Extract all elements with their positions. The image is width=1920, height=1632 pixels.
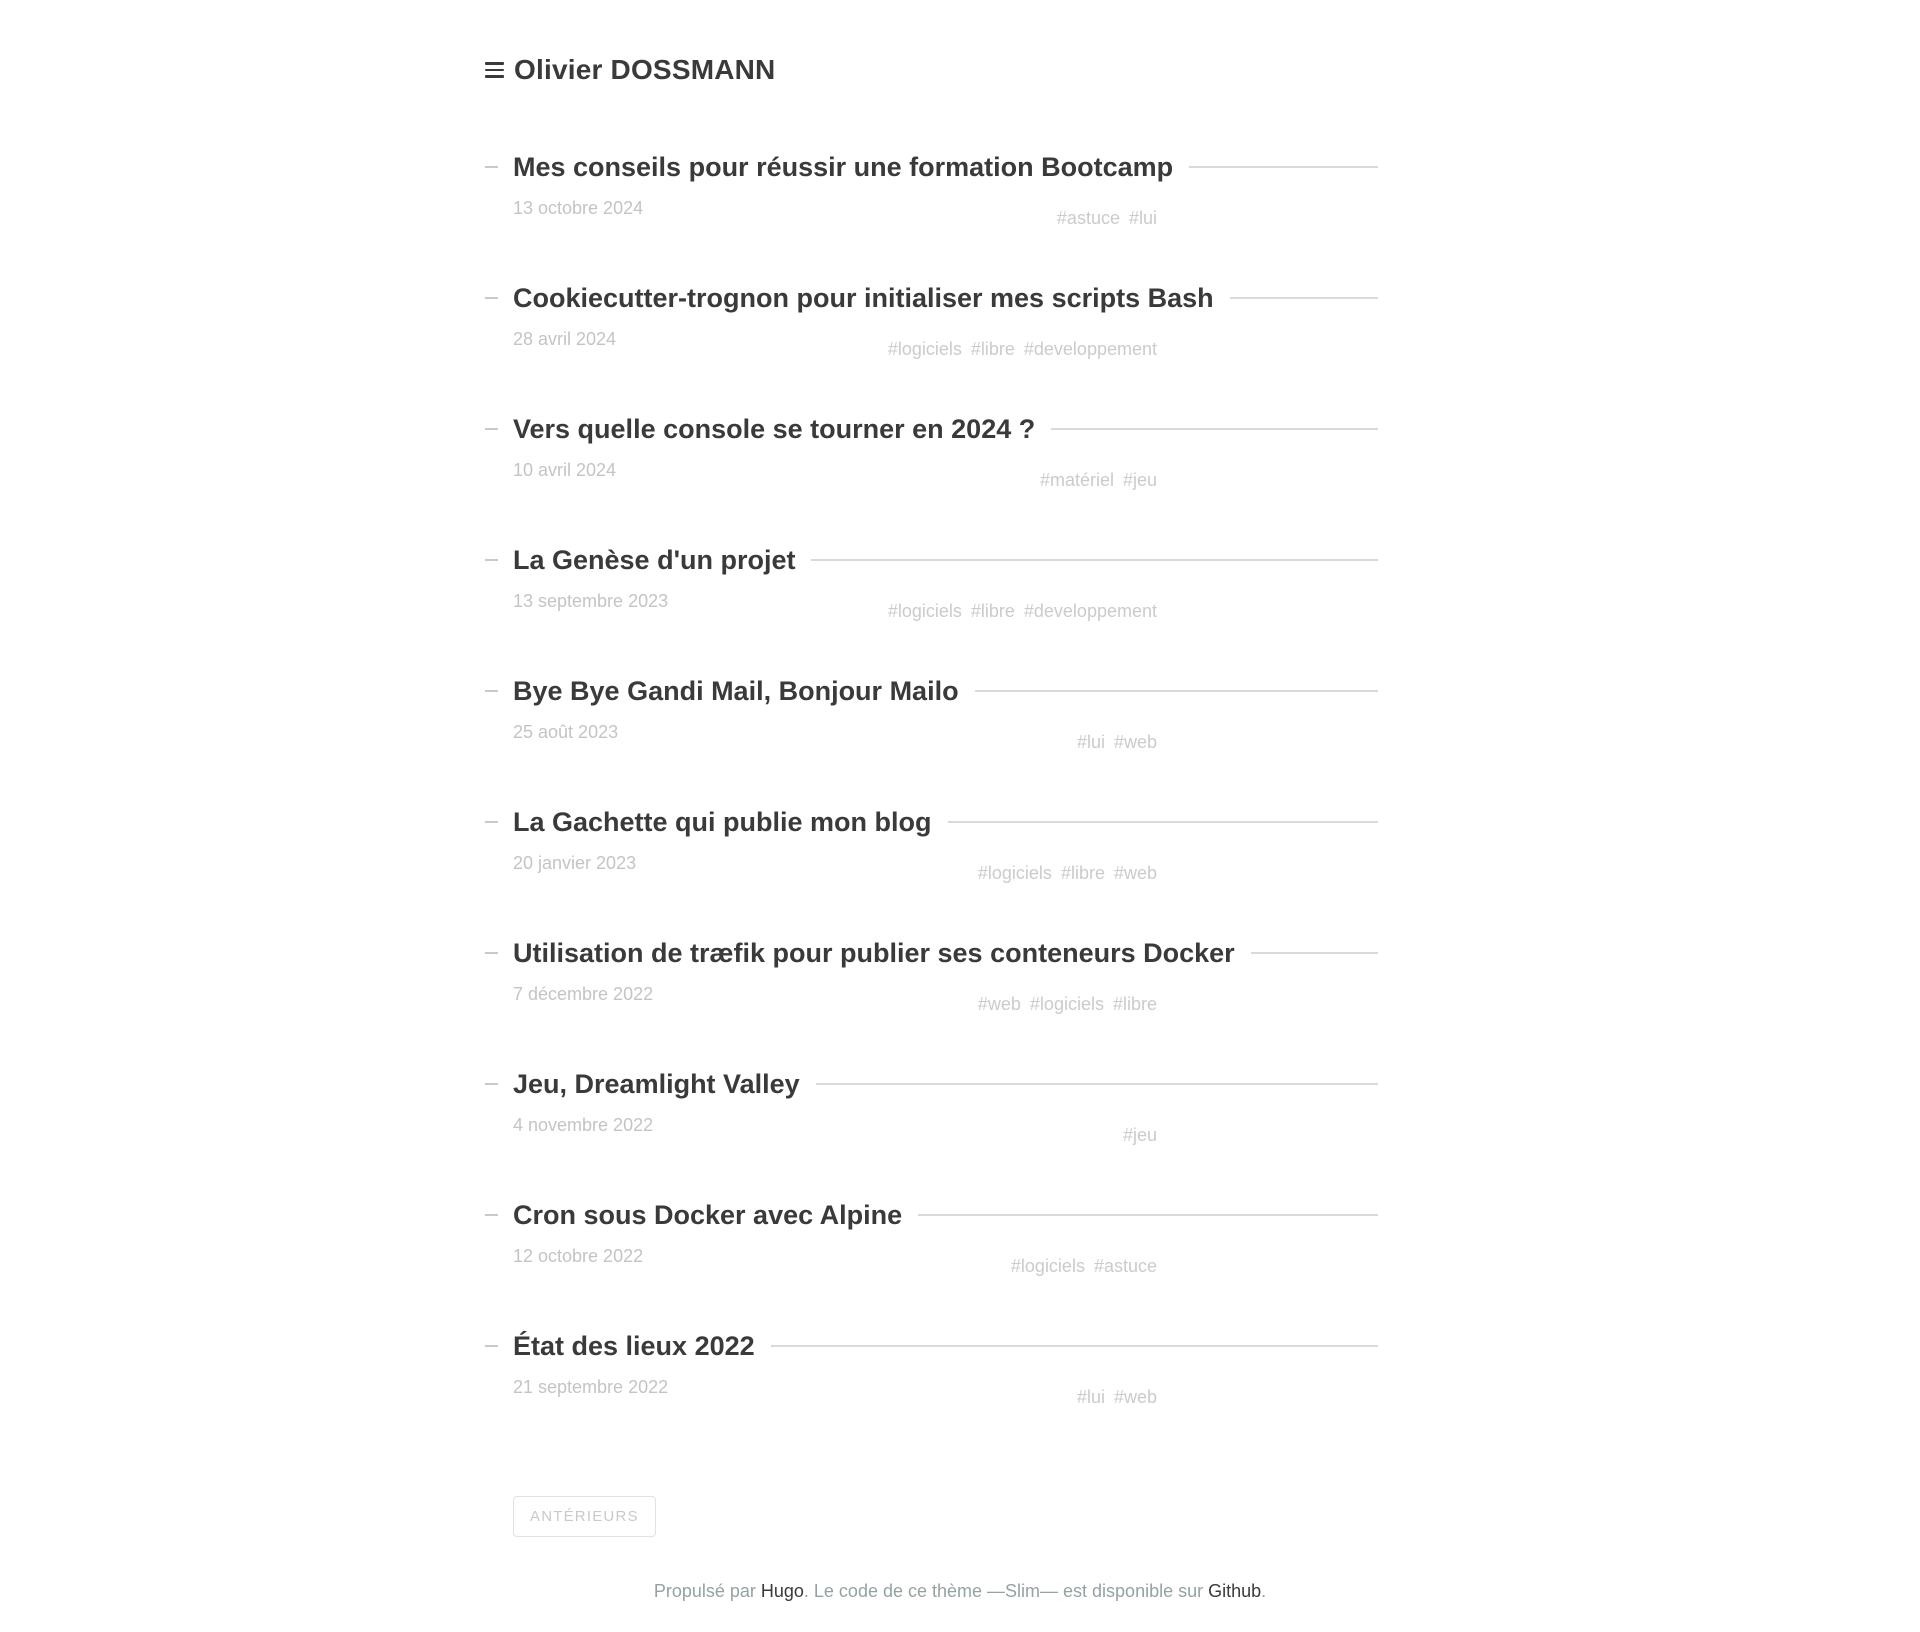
post-tag[interactable]: #libre: [970, 339, 1015, 359]
post-tags: [888, 339, 1157, 360]
post-meta: [485, 198, 1378, 228]
post-meta: [485, 1115, 1378, 1145]
post-title-link[interactable]: Mes conseils pour réussir une formation Bootcamp: [513, 152, 1174, 182]
post-item: [485, 1329, 1378, 1460]
hugo-link[interactable]: Hugo: [760, 1581, 804, 1601]
older-posts-button[interactable]: ANTÉRIEURS: [513, 1496, 656, 1537]
github-link[interactable]: Github: [1208, 1581, 1262, 1601]
post-tag[interactable]: #logiciels: [887, 339, 962, 359]
post-tag[interactable]: #libre: [1112, 994, 1157, 1014]
post-tag[interactable]: #libre: [970, 601, 1015, 621]
post-item: [485, 412, 1378, 543]
post-tags: [978, 994, 1157, 1015]
post-tag[interactable]: #logiciels: [1029, 994, 1104, 1014]
post-title-link[interactable]: Cookiecutter-trognon pour initialiser mes scripts Bash: [513, 283, 1214, 313]
site-footer: [0, 1578, 1920, 1604]
post-item: [485, 150, 1378, 281]
post-date: 25 août 2023: [513, 722, 619, 742]
post-title: [485, 936, 1378, 970]
post-item: [485, 543, 1378, 674]
post-item: [485, 936, 1378, 1067]
post-tag[interactable]: #jeu: [1122, 470, 1157, 490]
post-item: [485, 281, 1378, 412]
post-title: [485, 281, 1378, 315]
post-tags: [978, 863, 1157, 884]
post-tag[interactable]: #web: [1113, 732, 1157, 752]
site-header: [485, 0, 1378, 88]
post-title-link[interactable]: Bye Bye Gandi Mail, Bonjour Mailo: [513, 676, 959, 706]
post-title: [485, 1198, 1378, 1232]
post-date: 7 décembre 2022: [513, 984, 654, 1004]
post-tag[interactable]: #lui: [1076, 1387, 1105, 1407]
post-tag[interactable]: #astuce: [1093, 1256, 1157, 1276]
post-tag[interactable]: #logiciels: [887, 601, 962, 621]
post-tags: [1040, 470, 1157, 491]
post-tag[interactable]: #developpement: [1023, 339, 1157, 359]
post-meta: [485, 1377, 1378, 1407]
post-meta: [485, 329, 1378, 359]
post-tag[interactable]: #lui: [1128, 208, 1157, 228]
post-tag[interactable]: #jeu: [1122, 1125, 1157, 1145]
post-tag[interactable]: #web: [1113, 863, 1157, 883]
site-title[interactable]: Olivier DOSSMANN: [514, 54, 776, 85]
post-date: 13 octobre 2024: [513, 198, 644, 218]
post-meta: [485, 984, 1378, 1014]
post-title-link[interactable]: La Genèse d'un projet: [513, 545, 796, 575]
post-item: [485, 674, 1378, 805]
post-tags: [888, 601, 1157, 622]
post-tag[interactable]: #lui: [1076, 732, 1105, 752]
post-date: 10 avril 2024: [513, 460, 617, 480]
hamburger-menu-icon[interactable]: [485, 62, 504, 78]
post-title-link[interactable]: Utilisation de træfik pour publier ses conteneurs Docker: [513, 938, 1235, 968]
post-meta: [485, 722, 1378, 752]
post-title-link[interactable]: Vers quelle console se tourner en 2024 ?: [513, 414, 1036, 444]
post-tags: [1057, 208, 1157, 229]
post-title: [485, 674, 1378, 708]
footer-period: .: [1261, 1581, 1267, 1601]
post-tag[interactable]: #logiciels: [977, 863, 1052, 883]
post-title: [485, 1067, 1378, 1101]
post-item: [485, 805, 1378, 936]
post-tags: [1077, 732, 1157, 753]
post-tag[interactable]: #logiciels: [1010, 1256, 1085, 1276]
post-tags: [1077, 1387, 1157, 1408]
post-date: 20 janvier 2023: [513, 853, 637, 873]
post-date: 28 avril 2024: [513, 329, 617, 349]
post-date: 21 septembre 2022: [513, 1377, 669, 1397]
post-tags: [1123, 1125, 1157, 1146]
footer-powered-text: Propulsé par: [653, 1581, 761, 1601]
post-meta: [485, 1246, 1378, 1276]
post-item: [485, 1067, 1378, 1198]
post-meta: [485, 853, 1378, 883]
post-tag[interactable]: #astuce: [1056, 208, 1120, 228]
post-title-link[interactable]: Cron sous Docker avec Alpine: [513, 1200, 903, 1230]
post-tag[interactable]: #developpement: [1023, 601, 1157, 621]
post-tag[interactable]: #matériel: [1039, 470, 1114, 490]
post-date: 4 novembre 2022: [513, 1115, 654, 1135]
post-title: [485, 543, 1378, 577]
post-tag[interactable]: #web: [1113, 1387, 1157, 1407]
post-tag[interactable]: #libre: [1060, 863, 1105, 883]
post-title-link[interactable]: Jeu, Dreamlight Valley: [513, 1069, 800, 1099]
post-list: [485, 150, 1378, 1460]
post-tags: [1011, 1256, 1157, 1277]
post-item: [485, 1198, 1378, 1329]
page-container: [485, 0, 1378, 1537]
post-meta: [485, 460, 1378, 490]
post-meta: [485, 591, 1378, 621]
post-title: [485, 412, 1378, 446]
post-date: 12 octobre 2022: [513, 1246, 644, 1266]
post-date: 13 septembre 2023: [513, 591, 669, 611]
post-title: [485, 150, 1378, 184]
post-title-link[interactable]: État des lieux 2022: [513, 1331, 755, 1361]
post-title: [485, 1329, 1378, 1363]
post-title-link[interactable]: La Gachette qui publie mon blog: [513, 807, 932, 837]
post-tag[interactable]: #web: [977, 994, 1021, 1014]
pagination: [485, 1496, 1378, 1537]
post-title: [485, 805, 1378, 839]
footer-theme-text: . Le code de ce thème —Slim— est disponible sur: [803, 1581, 1209, 1601]
